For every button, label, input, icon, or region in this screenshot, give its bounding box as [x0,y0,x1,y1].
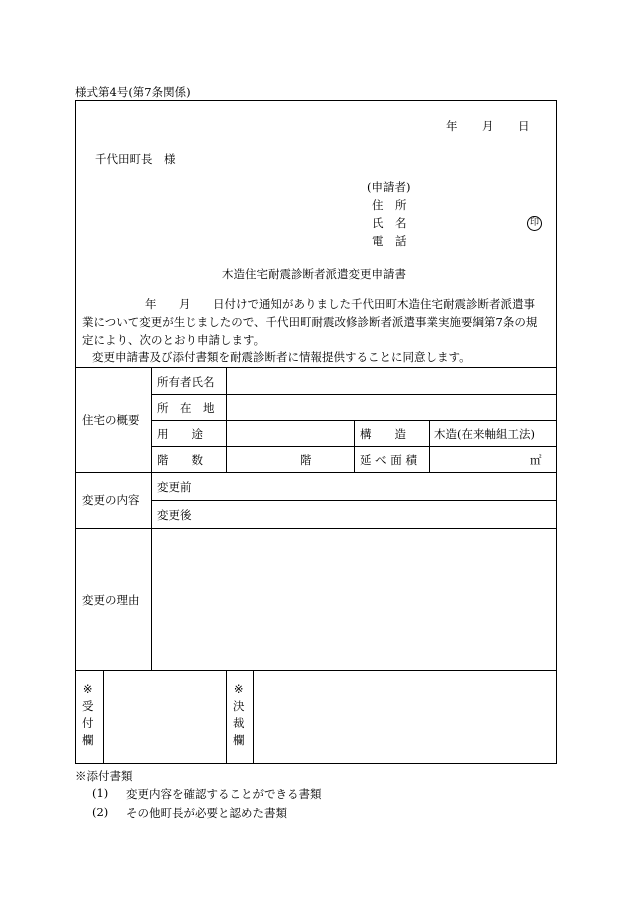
row-line [151,394,557,395]
applicant-heading: (申請者) [367,180,411,194]
reception-column-label [82,681,94,749]
attachment-text: 変更内容を確認することができる書類 [126,787,322,801]
structure-label: 構 造 [360,427,406,441]
overview-label: 住宅の概要 [82,413,140,427]
applicant-name-label: 氏 名 [372,216,407,230]
table-top-line [75,367,557,368]
row-line [75,528,557,529]
col-line [354,420,355,472]
row-line [75,670,557,671]
col-line [429,420,430,472]
attachments-heading: ※添付書類 [75,769,133,783]
body-line1: 日付けで通知がありました千代田町木造住宅耐震診断者派遣事 [213,297,535,311]
before-label: 変更前 [157,480,192,494]
row-line [75,472,557,473]
reason-label: 変更の理由 [82,593,140,607]
reception-mark: ※ [82,682,93,696]
body-line2: 業について変更が生じましたので、千代田町耐震改修診断者派遣事業実施要綱第7条の規 [82,315,538,329]
area-unit: ㎡ [530,453,542,467]
col-line [226,670,227,764]
reception-char: 付 [82,716,94,730]
col-line [103,670,104,764]
consent-text: 変更申請書及び添付書類を耐震診断者に情報提供することに同意します。 [92,350,471,364]
body-year: 年 [145,297,157,311]
attachment-text: その他町長が必要と認めた書類 [126,806,287,820]
floor-area-label: 延 べ 面 積 [360,453,417,467]
decision-char: 決 [233,699,245,713]
change-label: 変更の内容 [82,493,140,507]
use-label: 用 途 [157,427,203,441]
body-month: 月 [179,297,191,311]
floors-label: 階 数 [157,453,203,467]
date-year: 年 [446,119,458,133]
decision-char: 欄 [233,733,245,747]
body-line3: 定により、次のとおり申請します。 [82,333,266,347]
addressee: 千代田町長 様 [95,152,176,166]
decision-column-label [233,681,245,749]
seal-mark [527,214,542,231]
decision-mark: ※ [233,682,244,696]
owner-label: 所有者氏名 [157,375,215,389]
attachment-num: (1) [92,786,109,800]
col-line [151,367,152,670]
floors-unit: 階 [300,453,312,467]
reception-char: 欄 [82,733,94,747]
reception-char: 受 [82,699,94,713]
col-line [226,367,227,472]
attachment-num: (2) [92,805,109,819]
structure-value: 木造(在来軸組工法) [434,427,535,441]
form-title: 木造住宅耐震診断者派遣変更申請書 [222,267,406,281]
date-day: 日 [518,119,530,133]
decision-char: 裁 [233,716,245,730]
form-label: 様式第4号(第7条関係) [75,85,191,99]
applicant-phone-label: 電 話 [372,234,407,248]
location-label: 所 在 地 [157,401,215,415]
seal-icon: 印 [527,216,542,231]
col-line [253,670,254,764]
after-label: 変更後 [157,508,192,522]
date-month: 月 [482,119,494,133]
applicant-address-label: 住 所 [372,198,407,212]
row-line [151,500,557,501]
